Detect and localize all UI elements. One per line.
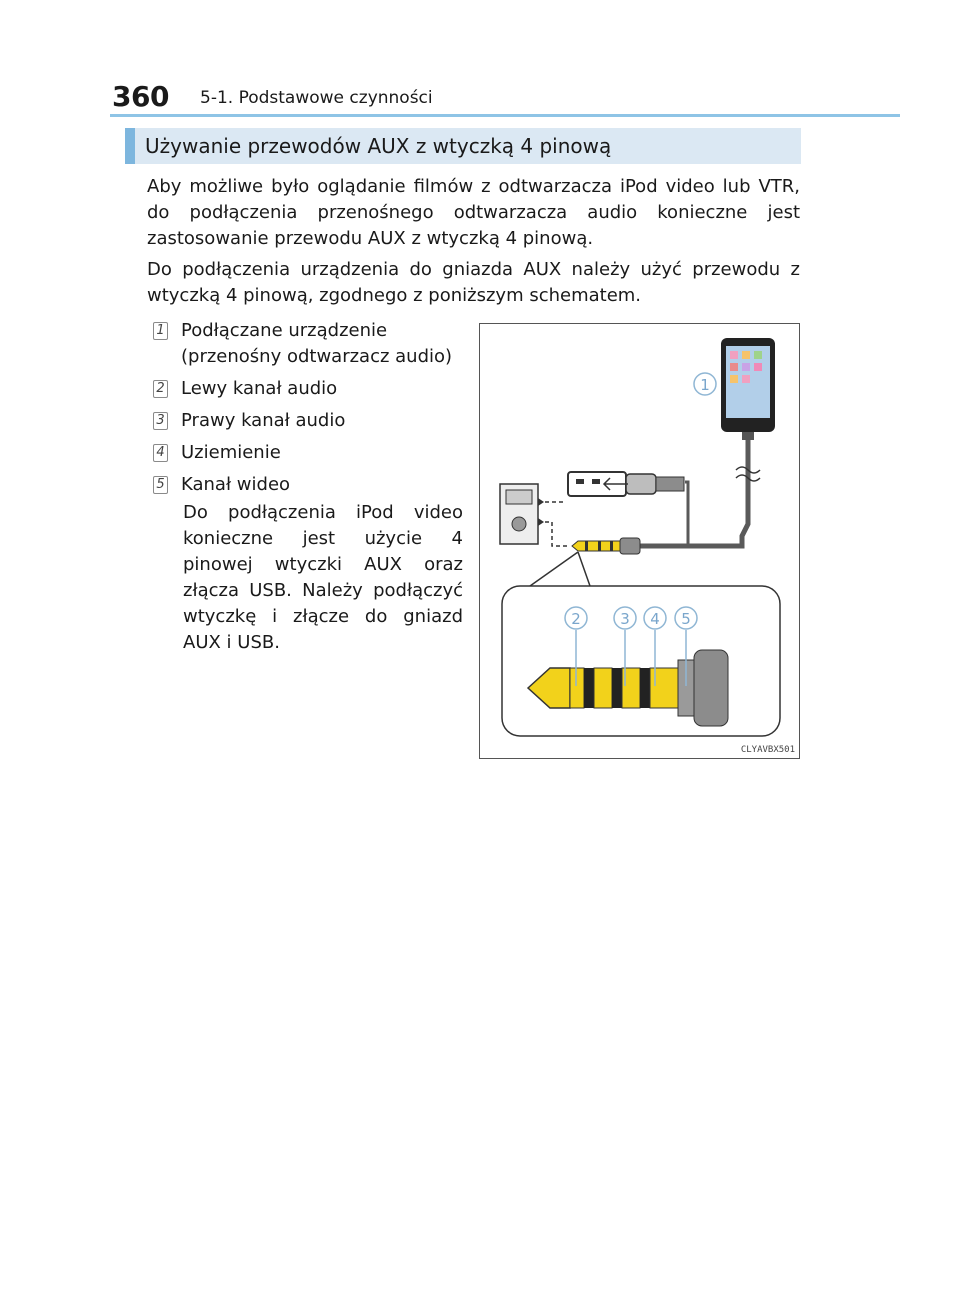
callout-2 — [565, 607, 587, 629]
list-item — [153, 472, 465, 498]
svg-text:3: 3 — [620, 610, 630, 628]
chapter-title: 5-1. Podstawowe czynności — [200, 88, 433, 108]
number-badge: 2 — [153, 380, 168, 398]
list-item-text: Podłączane urządzenie (przenośny odtwarzacz audio) — [181, 320, 453, 367]
list-item-text: Lewy kanał audio — [181, 378, 338, 399]
component-list — [153, 318, 465, 504]
list-item — [153, 408, 465, 434]
list-item — [153, 440, 465, 466]
number-badge: 4 — [153, 444, 168, 462]
list-item-text: Kanał wideo — [181, 474, 291, 495]
svg-text:5: 5 — [681, 610, 691, 628]
svg-text:4: 4 — [650, 610, 660, 628]
svg-text:2: 2 — [571, 610, 581, 628]
list-item-text: Uziemienie — [181, 442, 281, 463]
usb-note: Do podłączenia iPod video konieczne jest użycie 4 pinowej wtyczki AUX oraz złącza USB. Należy podłączyć wtyczkę i złącze do gniazd AUX i USB. — [183, 502, 463, 653]
list-item — [153, 376, 465, 402]
section-title: Używanie przewodów AUX z wtyczką 4 pinową — [125, 128, 801, 164]
header-rule — [110, 114, 900, 117]
connector-diagram — [479, 323, 800, 759]
aux-plug-icon — [572, 538, 640, 554]
paragraph-intro: Aby możliwe było oglądanie filmów z odtwarzacza iPod video lub VTR, do podłączenia przenośnego odtwarzacza audio konieczne jest zastosowanie przewodu AUX z wtyczką 4 pinową. — [147, 176, 800, 249]
callout-4 — [644, 607, 666, 629]
phone-icon — [721, 338, 775, 440]
page-number: 360 — [112, 80, 169, 113]
callout-3 — [614, 607, 636, 629]
list-item — [153, 318, 465, 370]
number-badge: 3 — [153, 412, 168, 430]
paragraph-connection: Do podłączenia urządzenia do gniazda AUX należy użyć przewodu z wtyczką 4 pinową, zgodnego z poniższym schematem. — [147, 259, 800, 306]
connector-illustration — [480, 324, 801, 760]
callout-5 — [675, 607, 697, 629]
list-item-text: Prawy kanał audio — [181, 410, 346, 431]
socket-panel-icon — [500, 484, 568, 546]
number-badge: 1 — [153, 322, 168, 340]
svg-text:1: 1 — [700, 376, 710, 394]
number-badge: 5 — [153, 476, 168, 494]
usb-connector-icon — [568, 472, 684, 496]
figure-code: CLYAVBX501 — [740, 745, 795, 755]
callout-1 — [694, 373, 716, 395]
